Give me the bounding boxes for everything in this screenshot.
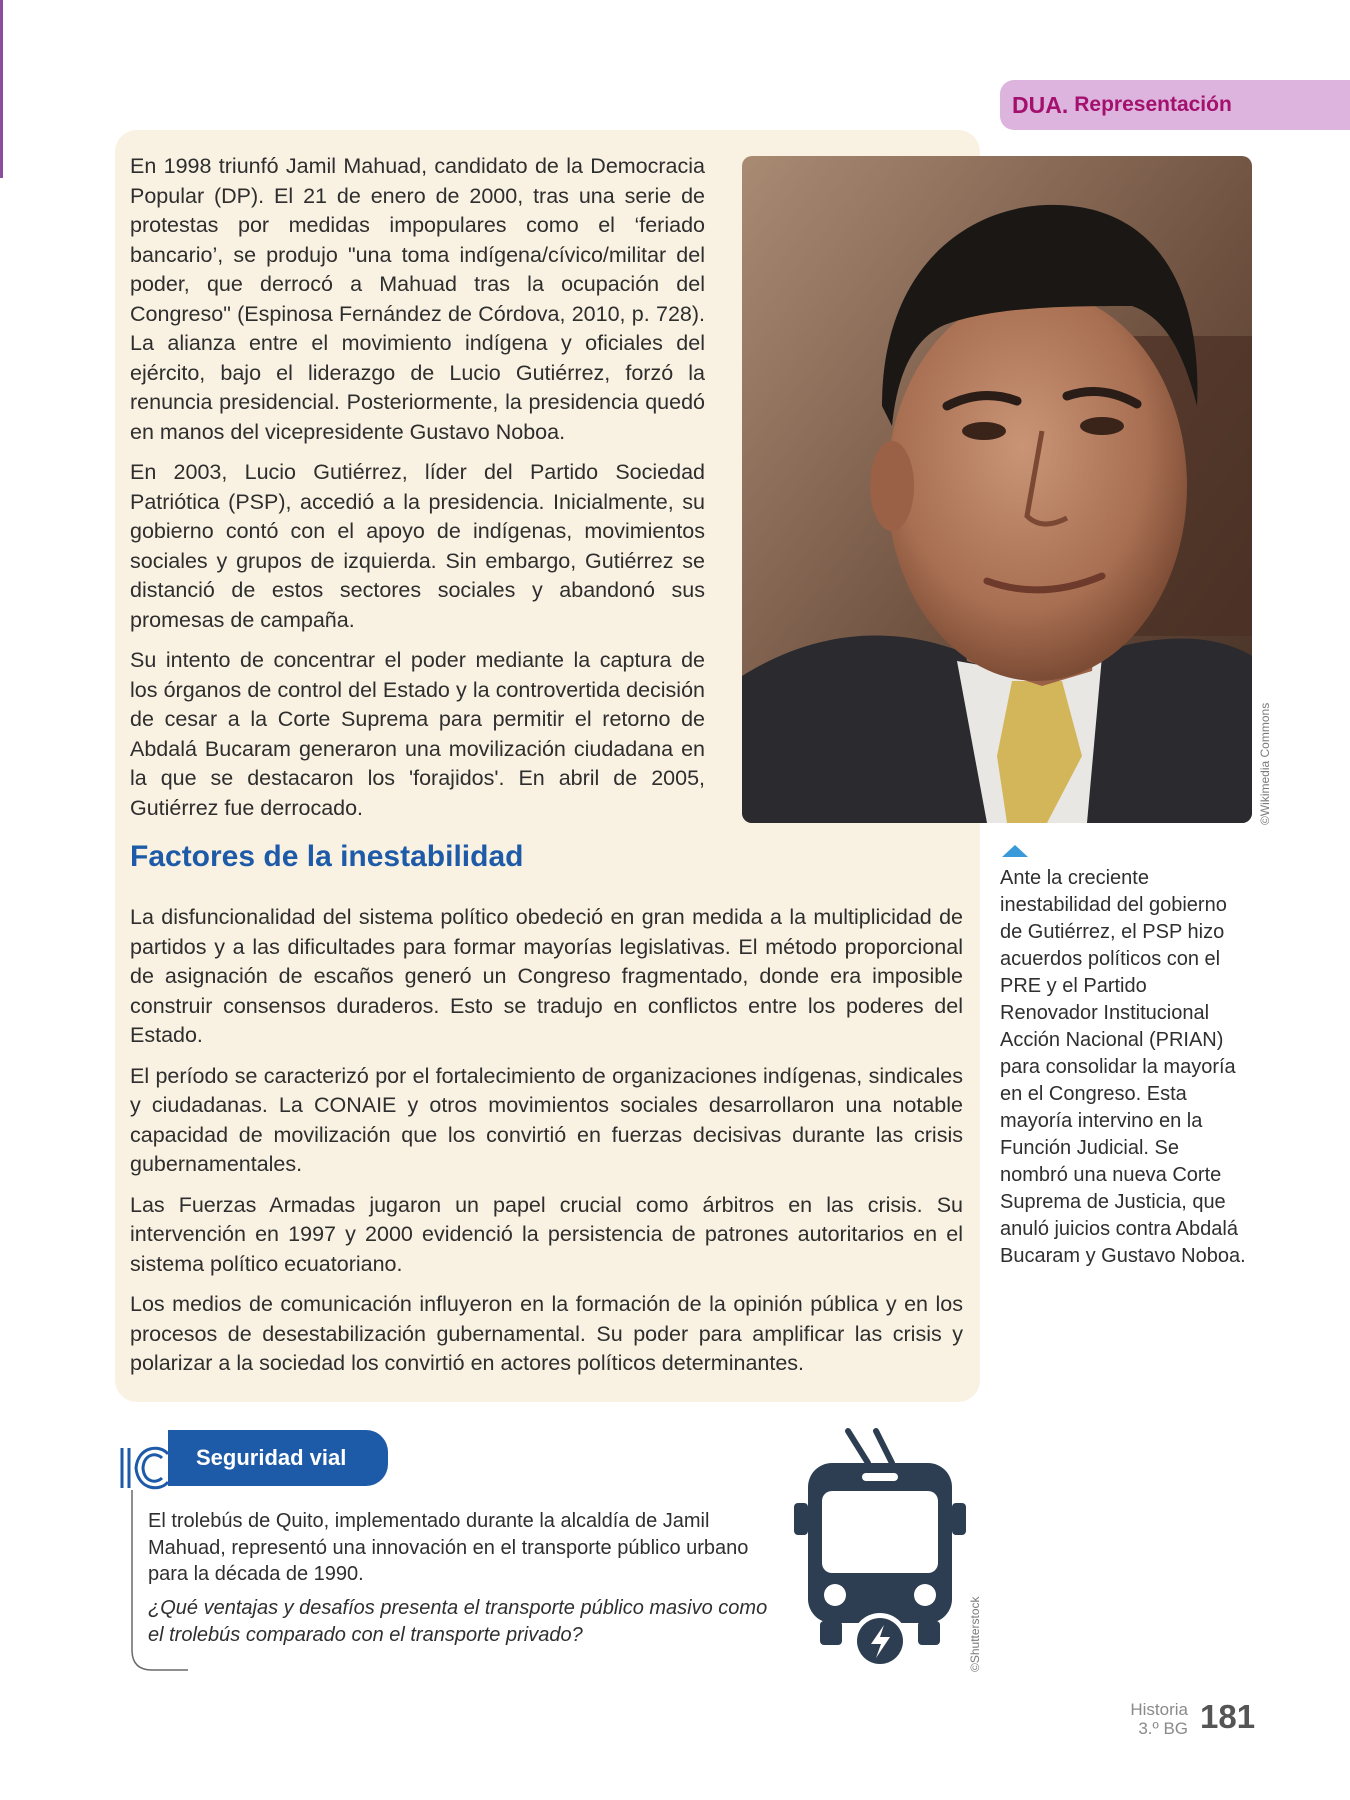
page-number: 181 [1200,1698,1256,1735]
road-safety-text: El trolebús de Quito, implementado durante la alcaldía de Jamil Mahuad, representó una innovación en el transporte público urbano para la década de 1990. [148,1510,749,1585]
road-safety-header [168,1430,388,1486]
bus-image-credit: ©Shutterstock [968,1596,982,1672]
factors-paragraph: Las Fuerzas Armadas jugaron un papel crucial como árbitros en las crisis. Su intervención en 1997 y 2000 evidenció la persistencia de patrones autoritarios en el sistema político ecuatoriano. [130,1192,963,1276]
factors-paragraph: Los medios de comunicación influyeron en la formación de la opinión pública y en los procesos de desestabilización gubernamental. Su poder para amplificar las crisis y polarizar a la sociedad los convirtió en actores políticos determinantes. [130,1292,963,1375]
caption-pointer-icon [1002,845,1028,857]
factors-text [130,903,963,1390]
intro-paragraph: Su intento de concentrar el poder mediante la captura de los órganos de control del Estado y la controvertida decisión de cesar a la Corte Suprema para permitir el retorno de Abdalá Bucaram generaron una movilización ciudadana en la que se destacaron los 'forajidos'. En abril de 2005, Gutiérrez fue derrocado. [130,648,705,820]
intro-text [130,152,705,834]
dua-tab [1000,80,1350,130]
dua-label: DUA. [1012,91,1069,118]
factors-paragraph: La disfuncionalidad del sistema político obedeció en gran medida a la multiplicidad de partidos y a las dificultades para formar mayorías legislativas. El método proporcional de asignación de escaños generó un Congreso fragmentado, donde era imposible construir consensos duraderos. Esto se tradujo en conflictos entre los poderes del Estado. [130,905,963,1047]
dua-category: Representación [1074,93,1232,116]
portrait-photo [742,156,1252,823]
road-safety-title: Seguridad vial [196,1445,347,1470]
road-safety-question: ¿Qué ventajas y desafíos presenta el transporte público masivo como el trolebús comparado con el transporte privado? [148,1597,768,1646]
photo-credit: ©Wikimedia Commons [1258,702,1272,825]
intro-paragraph: En 2003, Lucio Gutiérrez, líder del Partido Sociedad Patriótica (PSP), accedió a la presidencia. Inicialmente, su gobierno contó con el apoyo de indígenas, movimientos sociales y grupos de izquierda. Sin embargo, Gutiérrez se distanció de estos sectores sociales y abandonó sus promesas de campaña. [130,460,705,632]
footer-grade: 3.º BG [1138,1719,1188,1738]
trolleybus-icon [790,1425,970,1675]
intro-paragraph: En 1998 triunfó Jamil Mahuad, candidato de la Democracia Popular (DP). El 21 de enero de 2000, tras una serie de protestas por medidas impopulares como el ‘feriado bancario’, se produjo "una toma indígena/cívico/militar del poder, que derrocó a Mahuad tras la ocupación del Congreso" (Espinosa Fernández de Córdova, 2010, p. 728). La alianza entre el movimiento indígena y oficiales del ejército, bajo el liderazgo de Lucio Gutiérrez, forzó la renuncia presidencial. Posteriormente, la presidencia quedó en manos del vicepresidente Gustavo Noboa. [130,154,705,444]
factors-paragraph: El período se caracterizó por el fortalecimiento de organizaciones indígenas, sindicales y ciudadanas. La CONAIE y otros movimientos sociales desarrollaron una notable capacidad de movilización que los convirtió en fuerzas decisivas durante las crisis gubernamentales. [130,1063,963,1176]
portrait-illustration [742,156,1252,823]
left-margin-rule [0,0,3,178]
photo-caption: Ante la creciente inestabilidad del gobierno de Gutiérrez, el PSP hizo acuerdos políticos con el PRE y el Partido Renovador Institucional Acción Nacional (PRIAN) para consolidar la mayoría en el Congreso. Esta mayoría intervino en la Función Judicial. Se nombró una nueva Corte Suprema de Justicia, que anuló juicios contra Abdalá Bucaram y Gustavo Noboa. [1000,867,1246,1267]
section-title: Factores de la inestabilidad [130,840,524,873]
footer-subject: Historia [1130,1700,1188,1719]
